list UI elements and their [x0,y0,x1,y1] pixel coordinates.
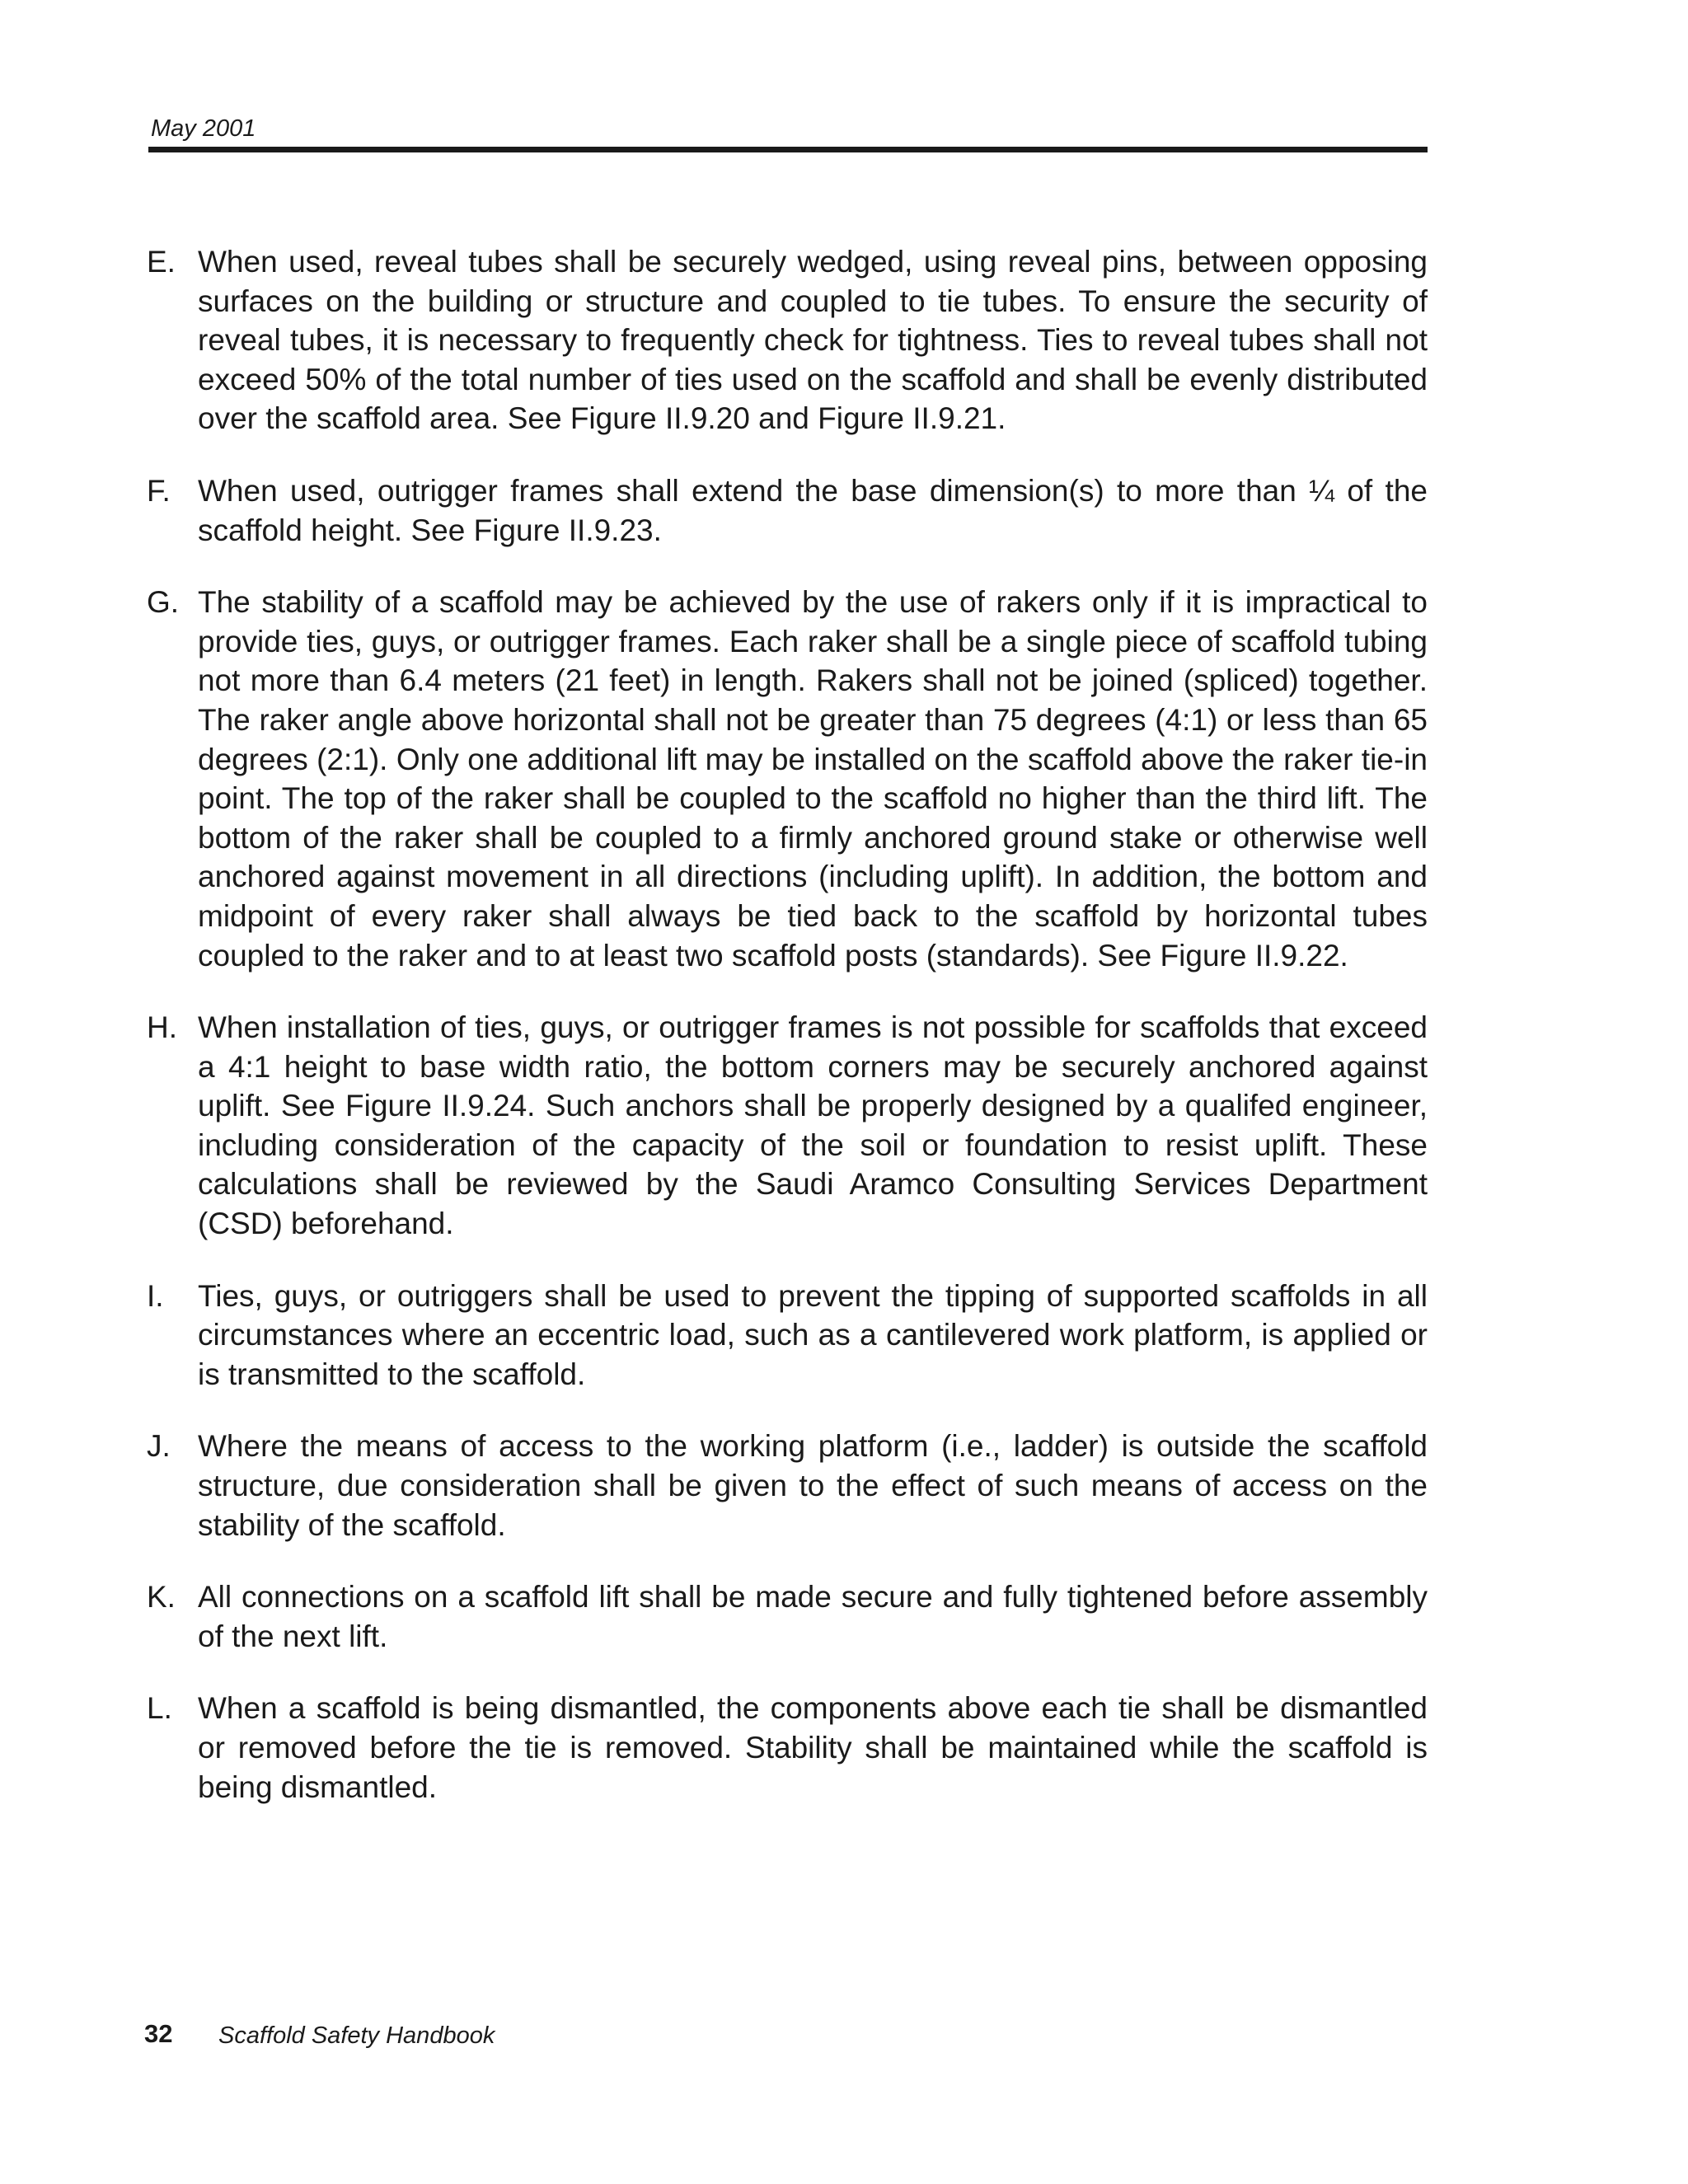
list-item-i [147,1277,1428,1394]
header-rule [148,147,1428,152]
item-text: When installation of ties, guys, or outrigger frames is not possible for scaffolds that exceed a 4:1 height to base width ratio, the bottom corners may be securely anchored against uplift. See Figure II.9.24. Such anchors shall be properly designed by a qualifed engineer, including consideration of the capacity of the soil or foundation to resist uplift. These calculations shall be reviewed by the Saudi Aramco Consulting Services Department (CSD) beforehand. [198,1010,1428,1241]
item-letter: E. [147,245,176,279]
item-letter: J. [147,1429,171,1464]
item-letter: F. [147,473,171,508]
item-letter: K. [147,1580,176,1615]
list-item-j [147,1427,1428,1544]
item-text: When a scaffold is being dismantled, the components above each tie shall be dismantled or removed before the tie is removed. Stability shall be maintained while the scaffold is being dismantled. [198,1691,1428,1804]
item-text: When used, outrigger frames shall extend the base dimension(s) to more than ¼ of the scaffold height. See Figure II.9.23. [198,473,1428,547]
item-text: Ties, guys, or outriggers shall be used to prevent the tipping of supported scaffolds in all circumstances where an eccentric load, such as a cantilevered work platform, is applied or is transmitted to the scaffold. [198,1278,1428,1391]
item-text: When used, reveal tubes shall be securely wedged, using reveal pins, between opposing surfaces on the building or structure and coupled to tie tubes. To ensure the security of reveal tubes, it is necessary to frequently check for tightness. Ties to reveal tubes shall not exceed 50% of the total number of ties used on the scaffold and shall be evenly distributed over the scaffold area. See Figure II.9.20 and Figure II.9.21. [198,245,1428,436]
item-letter: H. [147,1010,177,1045]
requirements-list [147,242,1428,1840]
list-item-l [147,1689,1428,1807]
item-letter: L. [147,1691,172,1726]
item-letter: G. [147,585,180,620]
page-number: 32 [144,2019,173,2048]
list-item-f [147,471,1428,550]
list-item-g [147,583,1428,975]
list-item-e [147,242,1428,438]
item-text: The stability of a scaffold may be achieved by the use of rakers only if it is impractical to provide ties, guys, or outrigger frames. Each raker shall be a single piece of scaffold tubing not more than 6.4 meters (21 feet) in length. Rakers shall not be joined (spliced) together. The raker angle above horizontal shall not be greater than 75 degrees (4:1) or less than 65 degrees (2:1). Only one additional lift may be installed on the scaffold above the raker tie-in point. The top of the raker shall be coupled to the scaffold no higher than the third lift. The bottom of the raker shall be coupled to a firmly anchored ground stake or otherwise well anchored against movement in all directions (including uplift). In addition, the bottom and midpoint of every raker shall always be tied back to the scaffold by horizontal tubes coupled to the raker and to at least two scaffold posts (standards). See Figure II.9.22. [198,585,1428,972]
footer-title: Scaffold Safety Handbook [218,2022,495,2049]
header-date: May 2001 [151,115,256,142]
list-item-k [147,1577,1428,1656]
list-item-h [147,1008,1428,1244]
item-text: All connections on a scaffold lift shall be made secure and fully tightened before assembly of the next lift. [198,1580,1428,1653]
item-letter: I. [147,1278,164,1313]
item-text: Where the means of access to the working platform (i.e., ladder) is outside the scaffold structure, due consideration shall be given to the effect of such means of access on the stability of the scaffold. [198,1429,1428,1542]
